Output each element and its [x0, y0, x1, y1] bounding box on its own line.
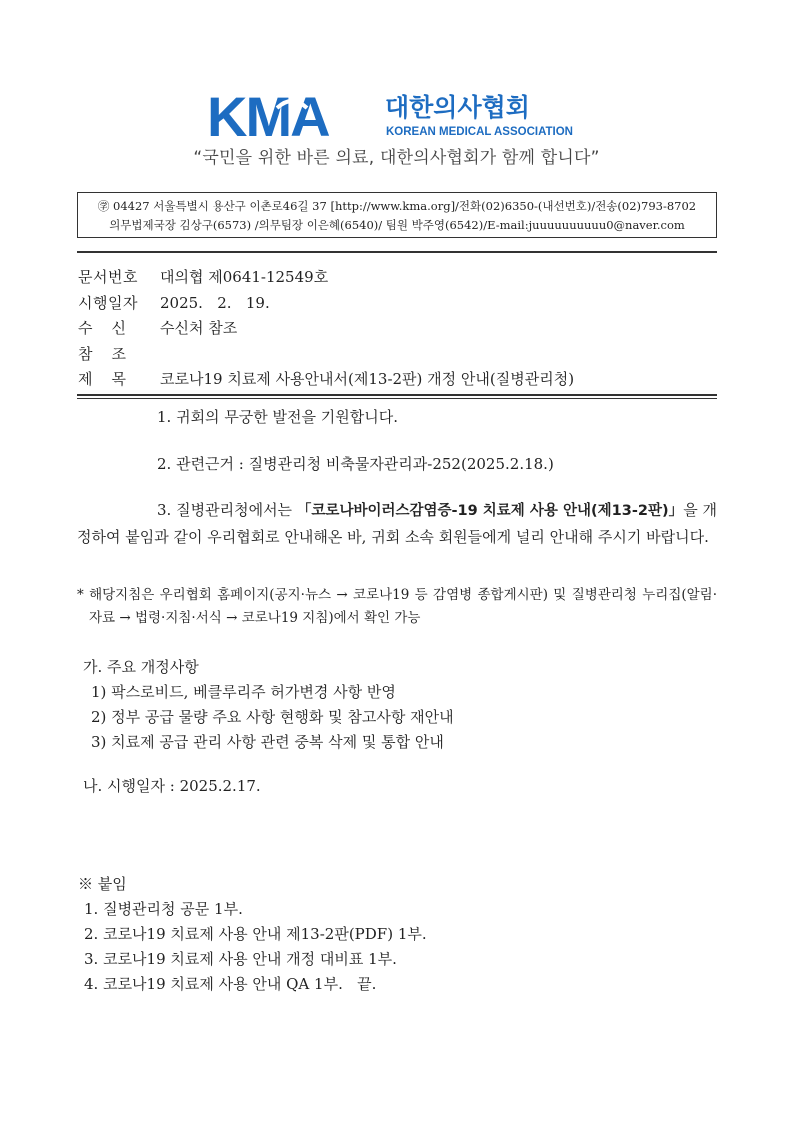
attachment-item: 3. 코로나19 치료제 사용 안내 개정 대비표 1부. [84, 950, 397, 968]
meta-label: 제 목 [78, 370, 127, 388]
meta-row-subject [78, 367, 718, 393]
paragraph-2: 2. 관련근거 : 질병관리청 비축물자관리과-252(2025.2.18.) [157, 455, 554, 473]
meta-row-reference [78, 342, 718, 368]
header-divider [77, 251, 717, 253]
meta-row-date [78, 291, 718, 317]
meta-value: 2025. 2. 19. [160, 293, 270, 312]
logo-org-name-ko: 대한의사협회 [385, 93, 530, 122]
changes-item: 2) 정부 공급 물량 주요 사항 현행화 및 참고사항 재안내 [91, 708, 454, 726]
logo-letters: KMA [207, 90, 329, 140]
paragraph-3 [77, 498, 717, 550]
meta-divider-thin [77, 398, 717, 399]
changes-heading: 가. 주요 개정사항 [83, 658, 199, 676]
meta-value: 대의협 제0641-12549호 [160, 268, 329, 286]
meta-label: 시행일자 [78, 293, 138, 312]
document-meta [78, 265, 718, 393]
meta-label: 참 조 [78, 344, 127, 363]
paragraph-1: 1. 귀회의 무궁한 발전을 기원합니다. [157, 408, 399, 426]
paragraph-3-rest: 을 개정하여 붙임과 같이 우리협회로 안내해온 바, 귀회 소속 회원들에게 널리 안내해 주시기 바랍니다. [77, 501, 718, 546]
address-box [77, 192, 717, 238]
slogan: “국민을 위한 바른 의료, 대한의사협회가 함께 합니다” [193, 148, 600, 168]
attachments-section [78, 872, 698, 997]
meta-value: 수신처 참조 [160, 319, 238, 337]
meta-divider [77, 394, 717, 396]
attachment-item: 2. 코로나19 치료제 사용 안내 제13-2판(PDF) 1부. [84, 925, 427, 943]
effective-date: 나. 시행일자 : 2025.2.17. [83, 777, 261, 795]
changes-item: 1) 팍스로비드, 베클루리주 허가변경 사항 반영 [91, 683, 396, 701]
address-line-1: ㊫ 04427 서울특별시 용산구 이촌로46길 37 [http://www.kma.org]/전화(02)6350-(내선번호)/전송(02)793-8702 [97, 199, 697, 213]
meta-label: 수 신 [78, 319, 127, 337]
meta-label: 문서번호 [78, 268, 138, 286]
kma-logo-mark [207, 90, 597, 140]
attachment-item: 1. 질병관리청 공문 1부. [84, 900, 243, 918]
changes-item: 3) 치료제 공급 관리 사항 관련 중복 삭제 및 통합 안내 [91, 733, 444, 751]
meta-row-doc-number [78, 265, 718, 291]
homepage-note: * 해당지침은 우리협회 홈페이지(공지·뉴스 → 코로나19 등 감염병 종합게시판) 및 질병관리청 누리집(알림·자료 → 법령·지침·서식 → 코로나19 지침)에서 확인 가능 [77, 587, 717, 626]
kma-logo [207, 90, 597, 140]
attachment-item: 4. 코로나19 치료제 사용 안내 QA 1부. 끝. [84, 975, 377, 993]
changes-section [83, 655, 703, 755]
address-line-2: 의무법제국장 김상구(6573) /의무팀장 이은혜(6540)/ 팀원 박주영(6542)/E-mail:juuuuuuuuuu0@naver.com [109, 218, 685, 232]
meta-value: 코로나19 치료제 사용안내서(제13-2판) 개정 안내(질병관리청) [160, 370, 575, 388]
guideline-title: 「코로나바이러스감염증-19 치료제 사용 안내(제13-2판)」 [296, 503, 684, 519]
attachments-heading: ※ 붙임 [78, 875, 127, 893]
meta-row-recipient [78, 316, 718, 342]
paragraph-3-intro: 3. 질병관리청에서는 [157, 501, 297, 519]
logo-org-name-en: KOREAN MEDICAL ASSOCIATION [386, 126, 573, 138]
